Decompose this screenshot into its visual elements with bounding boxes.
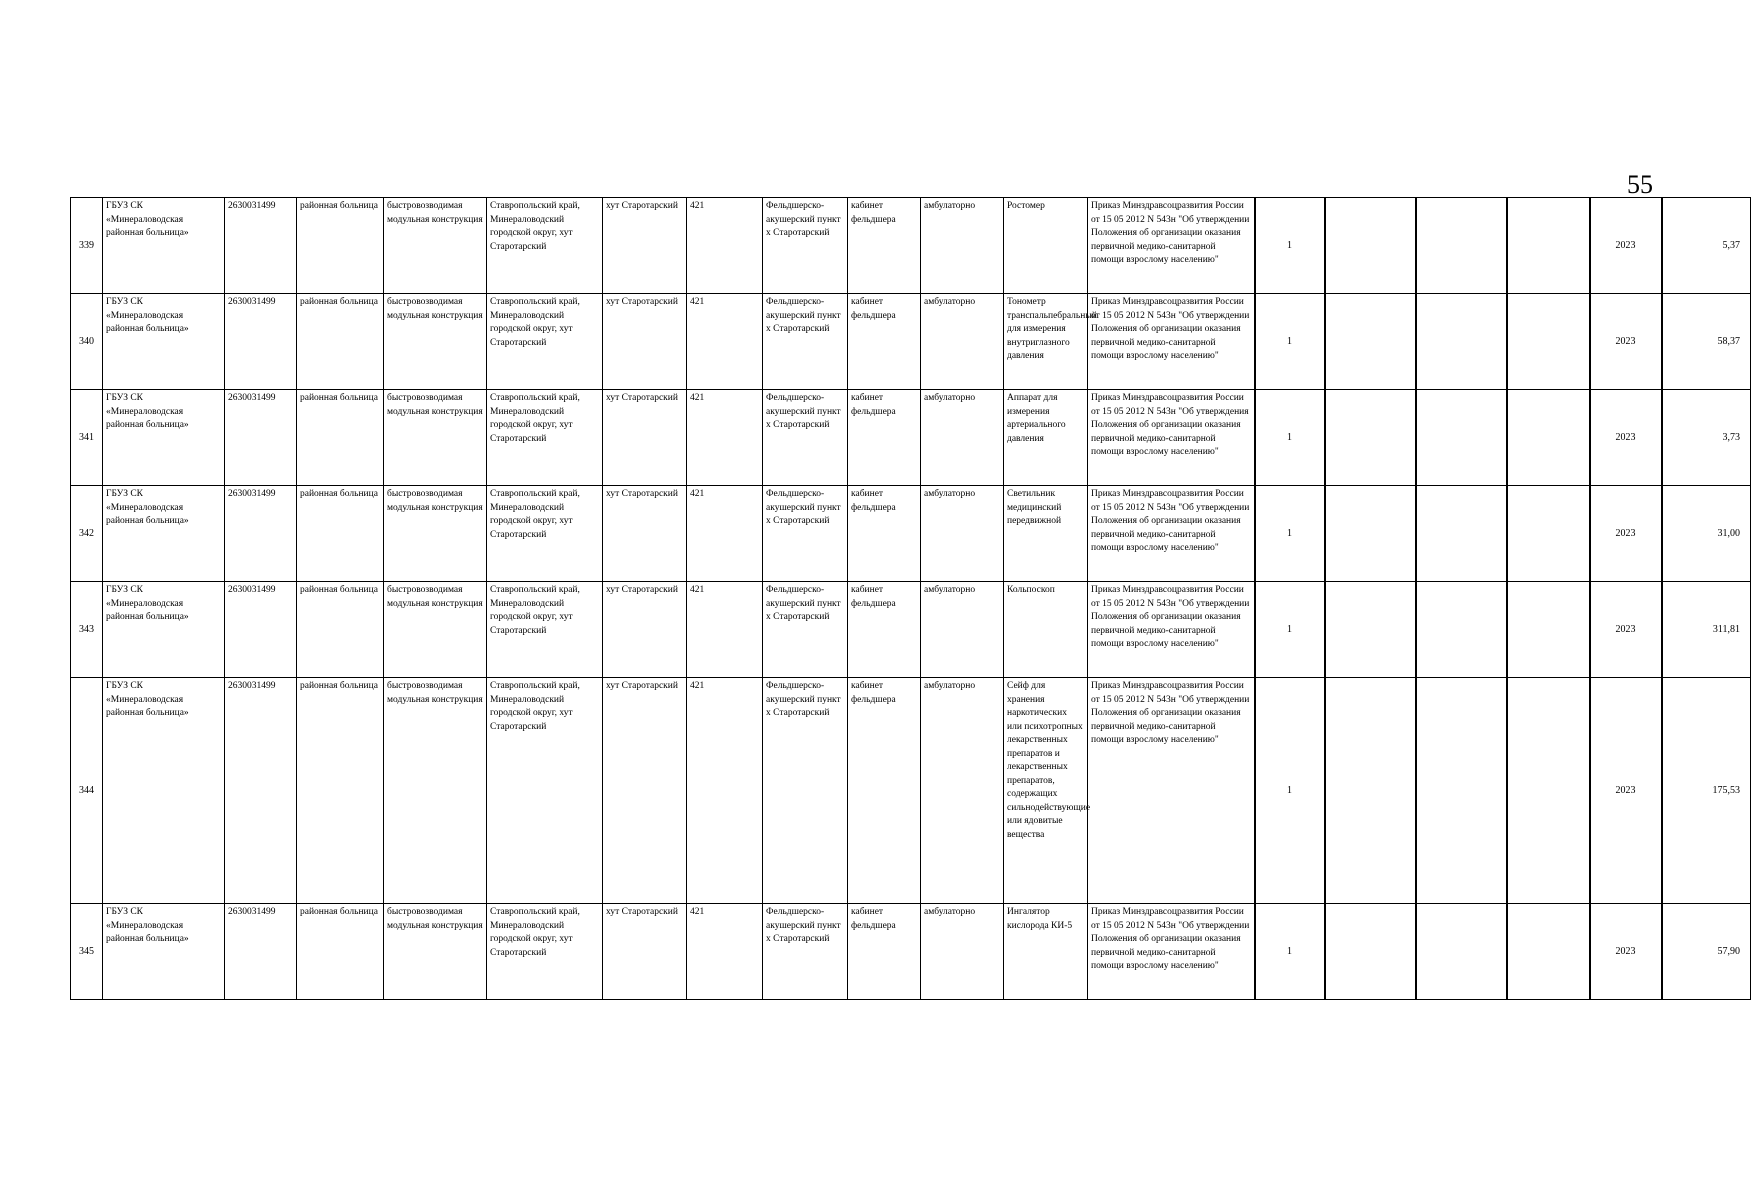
care-form-cell: амбулаторно [921,390,1004,486]
table-row [71,198,1751,294]
order-cell: Приказ Минздравсоцразвития России от 15 05 2012 N 543н "Об утверждения Положения об организации оказания первичной медико-санитарной помощи взрослому населению" [1088,390,1255,486]
row-number: 339 [71,198,103,294]
row-number: 343 [71,582,103,678]
quantity-cell: 1 [1255,294,1325,390]
settlement-cell: хут Старотарский [603,582,687,678]
row-number: 342 [71,486,103,582]
quantity-cell: 1 [1255,198,1325,294]
empty-cell-3 [1507,904,1590,1000]
empty-cell-3 [1507,582,1590,678]
quantity-cell: 1 [1255,678,1325,904]
year-cell: 2023 [1590,904,1662,1000]
empty-cell-1 [1325,904,1416,1000]
sum-cell: 3,73 [1662,390,1751,486]
organization-cell: ГБУЗ СК «Минераловодская районная больница» [103,390,225,486]
quantity-cell: 1 [1255,486,1325,582]
facility-type-cell: районная больница [297,486,384,582]
inn-cell: 2630031499 [225,294,297,390]
quantity-cell: 1 [1255,904,1325,1000]
code-cell: 421 [687,294,763,390]
row-number: 341 [71,390,103,486]
organization-cell: ГБУЗ СК «Минераловодская районная больница» [103,582,225,678]
table-row [71,294,1751,390]
settlement-cell: хут Старотарский [603,486,687,582]
sum-cell: 5,37 [1662,198,1751,294]
page-number: 55 [1627,170,1653,199]
care-form-cell: амбулаторно [921,678,1004,904]
address-cell: Ставропольский край, Минераловодский городской округ, хут Старотарский [487,678,603,904]
row-number: 340 [71,294,103,390]
building-type-cell: быстровозводимая модульная конструкция [384,390,487,486]
empty-cell-1 [1325,678,1416,904]
care-form-cell: амбулаторно [921,198,1004,294]
address-cell: Ставропольский край, Минераловодский городской округ, хут Старотарский [487,904,603,1000]
equipment-cell: Ингалятор кислорода КИ-5 [1004,904,1088,1000]
settlement-cell: хут Старотарский [603,198,687,294]
equipment-cell: Тонометр транспальпебральный для измерения внутриглазного давления [1004,294,1088,390]
unit-cell: Фельдшерско-акушерский пункт х Старотарский [763,904,848,1000]
order-cell: Приказ Минздравсоцразвития России от 15 05 2012 N 543н "Об утверждении Положения об организации оказания первичной медико-санитарной помощи взрослому населению" [1088,582,1255,678]
equipment-table [70,197,1751,1000]
code-cell: 421 [687,582,763,678]
building-type-cell: быстровозводимая модульная конструкция [384,294,487,390]
inn-cell: 2630031499 [225,582,297,678]
order-cell: Приказ Минздравсоцразвития России от 15 05 2012 N 543н "Об утверждении Положения об организации оказания первичной медико-санитарной помощи взрослому населению" [1088,486,1255,582]
address-cell: Ставропольский край, Минераловодский городской округ, хут Старотарский [487,294,603,390]
code-cell: 421 [687,390,763,486]
address-cell: Ставропольский край, Минераловодский городской округ, хут Старотарский [487,390,603,486]
unit-cell: Фельдшерско-акушерский пункт х Старотарский [763,390,848,486]
address-cell: Ставропольский край, Минераловодский городской округ, хут Старотарский [487,486,603,582]
year-cell: 2023 [1590,582,1662,678]
year-cell: 2023 [1590,486,1662,582]
empty-cell-3 [1507,486,1590,582]
row-number: 345 [71,904,103,1000]
address-cell: Ставропольский край, Минераловодский городской округ, хут Старотарский [487,198,603,294]
year-cell: 2023 [1590,390,1662,486]
equipment-cell: Кольпоскоп [1004,582,1088,678]
empty-cell-1 [1325,198,1416,294]
empty-cell-2 [1416,390,1507,486]
table-row [71,582,1751,678]
building-type-cell: быстровозводимая модульная конструкция [384,198,487,294]
facility-type-cell: районная больница [297,678,384,904]
care-form-cell: амбулаторно [921,486,1004,582]
room-cell: кабинет фельдшера [848,678,921,904]
sum-cell: 57,90 [1662,904,1751,1000]
sum-cell: 311,81 [1662,582,1751,678]
table-row [71,678,1751,904]
settlement-cell: хут Старотарский [603,390,687,486]
sum-cell: 58,37 [1662,294,1751,390]
table-row [71,904,1751,1000]
unit-cell: Фельдшерско-акушерский пункт х Старотарский [763,678,848,904]
sum-cell: 31,00 [1662,486,1751,582]
row-number: 344 [71,678,103,904]
room-cell: кабинет фельдшера [848,486,921,582]
equipment-cell: Сейф для хранения наркотических или психотропных лекарственных препаратов и лекарственных препаратов, содержащих сильнодействующие или ядовитые вещества [1004,678,1088,904]
room-cell: кабинет фельдшера [848,904,921,1000]
organization-cell: ГБУЗ СК «Минераловодская районная больница» [103,486,225,582]
room-cell: кабинет фельдшера [848,294,921,390]
order-cell: Приказ Минздравсоцразвития России от 15 05 2012 N 543н "Об утверждении Положения об организации оказания первичной медико-санитарной помощи взрослому населению" [1088,678,1255,904]
empty-cell-2 [1416,486,1507,582]
order-cell: Приказ Минздравсоцразвития России от 15 05 2012 N 543н "Об утверждении Положения об организации оказания первичной медико-санитарной помощи взрослому населению" [1088,198,1255,294]
code-cell: 421 [687,486,763,582]
empty-cell-1 [1325,390,1416,486]
empty-cell-1 [1325,486,1416,582]
empty-cell-3 [1507,294,1590,390]
care-form-cell: амбулаторно [921,582,1004,678]
address-cell: Ставропольский край, Минераловодский городской округ, хут Старотарский [487,582,603,678]
empty-cell-1 [1325,582,1416,678]
quantity-cell: 1 [1255,390,1325,486]
order-cell: Приказ Минздравсоцразвития России от 15 05 2012 N 543н "Об утверждении Положения об организации оказания первичной медико-санитарной помощи взрослому населению" [1088,904,1255,1000]
room-cell: кабинет фельдшера [848,390,921,486]
year-cell: 2023 [1590,198,1662,294]
room-cell: кабинет фельдшера [848,198,921,294]
building-type-cell: быстровозводимая модульная конструкция [384,582,487,678]
organization-cell: ГБУЗ СК «Минераловодская районная больница» [103,678,225,904]
unit-cell: Фельдшерско-акушерский пункт х Старотарский [763,198,848,294]
organization-cell: ГБУЗ СК «Минераловодская районная больница» [103,904,225,1000]
unit-cell: Фельдшерско-акушерский пункт х Старотарский [763,294,848,390]
building-type-cell: быстровозводимая модульная конструкция [384,486,487,582]
equipment-cell: Аппарат для измерения артериального давления [1004,390,1088,486]
inn-cell: 2630031499 [225,486,297,582]
inn-cell: 2630031499 [225,678,297,904]
unit-cell: Фельдшерско-акушерский пункт х Старотарский [763,486,848,582]
building-type-cell: быстровозводимая модульная конструкция [384,904,487,1000]
facility-type-cell: районная больница [297,904,384,1000]
equipment-cell: Светильник медицинский передвижной [1004,486,1088,582]
facility-type-cell: районная больница [297,198,384,294]
care-form-cell: амбулаторно [921,294,1004,390]
settlement-cell: хут Старотарский [603,904,687,1000]
inn-cell: 2630031499 [225,198,297,294]
sum-cell: 175,53 [1662,678,1751,904]
facility-type-cell: районная больница [297,582,384,678]
empty-cell-3 [1507,678,1590,904]
year-cell: 2023 [1590,678,1662,904]
table-row [71,486,1751,582]
code-cell: 421 [687,904,763,1000]
code-cell: 421 [687,678,763,904]
empty-cell-1 [1325,294,1416,390]
building-type-cell: быстровозводимая модульная конструкция [384,678,487,904]
empty-cell-2 [1416,678,1507,904]
facility-type-cell: районная больница [297,390,384,486]
inn-cell: 2630031499 [225,390,297,486]
unit-cell: Фельдшерско-акушерский пункт х Старотарский [763,582,848,678]
care-form-cell: амбулаторно [921,904,1004,1000]
equipment-cell: Ростомер [1004,198,1088,294]
table-row [71,390,1751,486]
year-cell: 2023 [1590,294,1662,390]
settlement-cell: хут Старотарский [603,294,687,390]
empty-cell-2 [1416,294,1507,390]
code-cell: 421 [687,198,763,294]
empty-cell-3 [1507,390,1590,486]
order-cell: Приказ Минздравсоцразвития России от 15 05 2012 N 543н "Об утверждении Положения об организации оказания первичной медико-санитарной помощи взрослому населению" [1088,294,1255,390]
room-cell: кабинет фельдшера [848,582,921,678]
quantity-cell: 1 [1255,582,1325,678]
empty-cell-3 [1507,198,1590,294]
inn-cell: 2630031499 [225,904,297,1000]
organization-cell: ГБУЗ СК «Минераловодская районная больница» [103,198,225,294]
empty-cell-2 [1416,904,1507,1000]
facility-type-cell: районная больница [297,294,384,390]
empty-cell-2 [1416,198,1507,294]
settlement-cell: хут Старотарский [603,678,687,904]
organization-cell: ГБУЗ СК «Минераловодская районная больница» [103,294,225,390]
empty-cell-2 [1416,582,1507,678]
